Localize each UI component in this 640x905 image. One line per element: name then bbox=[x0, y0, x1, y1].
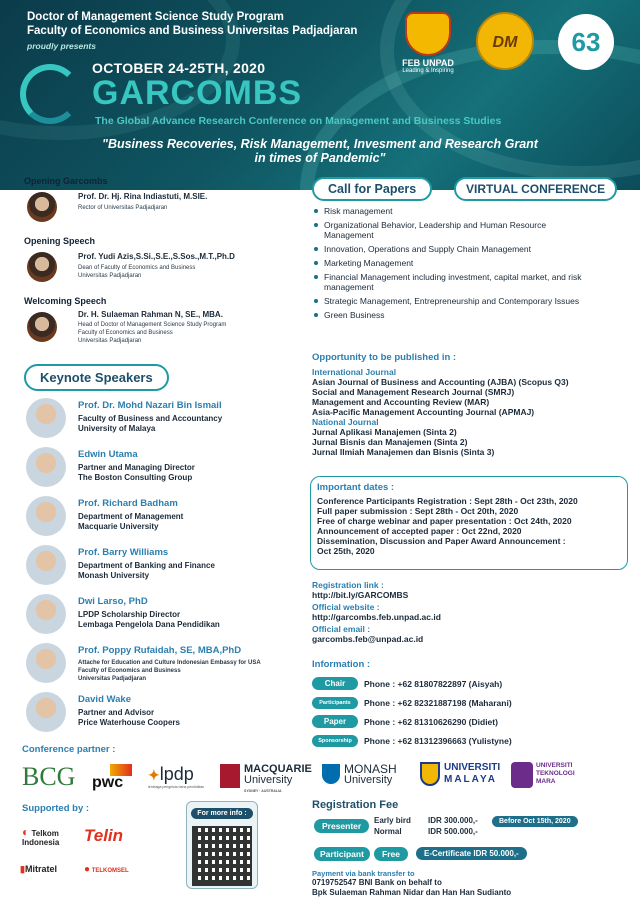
topics-list bbox=[314, 206, 584, 324]
keynote-photo bbox=[26, 447, 66, 487]
macquarie-logo: MACQUARIE University SYDNEY · AUSTRALIA bbox=[220, 764, 312, 797]
participant-tag: Participant bbox=[314, 847, 370, 861]
speech-heading: Opening Garcombs bbox=[24, 176, 108, 186]
partners-heading: Conference partner : bbox=[22, 744, 116, 755]
topic-item: Organizational Behavior, Leadership and Human Resource Management bbox=[314, 220, 584, 240]
lpdp-logo: ✦lpdp lembaga pengelola dana pendidikan bbox=[148, 764, 205, 789]
speaker-role: Head of Doctor of Management Science Study Program bbox=[78, 322, 227, 328]
uitm-logo: UNIVERSITI TEKNOLOGI MARA bbox=[511, 762, 575, 788]
journal-item: Jurnal Ilmiah Manajemen dan Bisnis (Sinta 3) bbox=[312, 447, 495, 457]
dm-logo: DM bbox=[476, 12, 534, 70]
deadline-tag: Before Oct 15th, 2020 bbox=[492, 816, 578, 827]
speaker-role: Dean of Faculty of Economics and Business bbox=[78, 265, 196, 271]
topic-item: Risk management bbox=[314, 206, 584, 216]
info-tag: Paper bbox=[312, 715, 358, 728]
garcombs-logo-icon bbox=[20, 64, 80, 124]
proudly-presents: proudly presents bbox=[27, 41, 96, 51]
publication-section: Opportunity to be published in : International Journal Asian Journal of Business and Accounting (AJBA) (Scopus Q3) Social and Management Research Journal (SMRJ) Management and Accounting Review (MAR) Asia-Pacific Management Accounting Journal (APMAJ) National Journal Jurnal Aplikasi Manajemen (Sinta 2) Jurnal Bisnis dan Manajemen (Sinta 2) Jurnal Ilmiah Manajemen dan Bisnis (Sinta 3) bbox=[312, 352, 612, 457]
date-item: Conference Participants Registration : Sept 28th - Oct 23th, 2020 bbox=[317, 496, 578, 506]
speaker-role: Rector of Universitas Padjadjaran bbox=[78, 205, 168, 211]
event-title: GARCOMBS bbox=[92, 74, 303, 112]
speaker-name: Dr. H. Sulaeman Rahman N, SE., MBA. bbox=[78, 310, 223, 319]
keynote-photo bbox=[26, 545, 66, 585]
info-phone: Phone : +62 82321887198 (Maharani) bbox=[364, 697, 512, 708]
keynote-item: Dwi Larso, PhD LPDP Scholarship Director Lembaga Pengelola Dana Pendidikan bbox=[24, 594, 304, 643]
website-link[interactable]: http://garcombs.feb.unpad.ac.id bbox=[312, 612, 441, 622]
feb-unpad-logo: FEB UNPAD Leading & Inspiring bbox=[398, 12, 458, 74]
keynote-photo bbox=[26, 594, 66, 634]
call-for-papers-heading: Call for Papers bbox=[312, 177, 432, 201]
keynote-item: Prof. Richard Badham Department of Management Macquarie University bbox=[24, 496, 304, 545]
supported-heading: Supported by : bbox=[22, 803, 90, 814]
anniversary-63-logo: 63 bbox=[558, 14, 614, 70]
keynote-photo bbox=[26, 643, 66, 683]
universiti-malaya-logo: UNIVERSITI MALAYA bbox=[420, 762, 500, 786]
keynote-item: Prof. Barry Williams Department of Banking and Finance Monash University bbox=[24, 545, 304, 594]
speaker-photo bbox=[27, 312, 57, 342]
keynote-photo bbox=[26, 692, 66, 732]
keynote-item: Prof. Dr. Mohd Nazari Bin Ismail Faculty of Business and Accountancy University of Malaya bbox=[24, 398, 304, 447]
information-section: Information : Chair Phone : +62 81807822897 (Aisyah) Participants Phone : +62 82321887198 (Maharani) Paper Phone : +62 81310626290 (Didiet) Sponsorship Phone : +62 81312396663 (Yulistyne) bbox=[312, 659, 512, 746]
registration-link[interactable]: http://bit.ly/GARCOMBS bbox=[312, 590, 409, 600]
fee-section: Registration Fee Presenter Early bird Normal IDR 300.000,- IDR 500.000,- Before Oct 15th, 2020 Participant Free E-Certificate IDR 50.000,- Payment via bank transfer to 0719752547 BNI Bank on behalf to Bpk Sulaeman Rahman Nidar dan Han Han Sudianto bbox=[312, 799, 630, 898]
keynote-item: Edwin Utama Partner and Managing Director The Boston Consulting Group bbox=[24, 447, 304, 496]
pwc-logo: pwc bbox=[92, 764, 132, 790]
journal-item: Jurnal Bisnis dan Manajemen (Sinta 2) bbox=[312, 437, 468, 447]
keynote-photo bbox=[26, 496, 66, 536]
links-section: Registration link : http://bit.ly/GARCOMBS Official website : http://garcombs.feb.unpad.ac.id Official email : garcombs.feb@unpad.ac.id bbox=[312, 580, 612, 644]
topic-item: Strategic Management, Entrepreneurship and Contemporary Issues bbox=[314, 296, 584, 306]
free-tag: Free bbox=[374, 847, 408, 861]
speech-heading: Opening Speech bbox=[24, 236, 96, 246]
keynote-item: Prof. Poppy Rufaidah, SE, MBA,PhD Attache for Education and Culture Indonesian Embassy for USA Faculty of Economics and Business Universitas Padjadjaran bbox=[24, 643, 304, 692]
info-tag: Sponsorship bbox=[312, 735, 358, 747]
keynote-photo bbox=[26, 398, 66, 438]
topic-item: Green Business bbox=[314, 310, 584, 320]
topic-item: Innovation, Operations and Supply Chain Management bbox=[314, 244, 584, 254]
date-item: Free of charge webinar and paper presentation : Oct 24th, 2020 bbox=[317, 516, 572, 526]
virtual-conference-badge: VIRTUAL CONFERENCE bbox=[454, 177, 617, 201]
keynote-heading: Keynote Speakers bbox=[24, 364, 169, 391]
event-theme: "Business Recoveries, Risk Management, Invesment and Research Grant in times of Pandemic" bbox=[102, 137, 538, 165]
bcg-logo: BCG bbox=[22, 762, 76, 791]
journal-item: Asia-Pacific Management Accounting Journal (APMAJ) bbox=[312, 407, 535, 417]
speaker-name: Prof. Dr. Hj. Rina Indiastuti, M.SIE. bbox=[78, 192, 208, 201]
journal-item: Social and Management Research Journal (SMRJ) bbox=[312, 387, 515, 397]
telkomsel-logo: ● TELKOMSEL bbox=[84, 864, 129, 875]
info-phone: Phone : +62 81807822897 (Aisyah) bbox=[364, 678, 503, 689]
important-dates-box: Important dates : Conference Participants Registration : Sept 28th - Oct 23th, 2020 Full paper submission : Sept 28th - Oct 20th, 2020 Free of charge webinar and paper presentation : Oct 24th, 2020 Announcement of accepted paper : Oct 22nd, 2020 Dissemination, Discussion and Paper Award Announcement : Oct 25th, 2020 bbox=[310, 476, 628, 570]
date-item: Oct 25th, 2020 bbox=[317, 546, 375, 556]
ecert-tag: E-Certificate IDR 50.000,- bbox=[416, 847, 527, 860]
info-tag: Participants bbox=[312, 697, 358, 709]
speaker-photo bbox=[27, 192, 57, 222]
event-date: OCTOBER 24-25TH, 2020 bbox=[92, 60, 266, 76]
date-item: Dissemination, Discussion and Paper Award Announcement : bbox=[317, 536, 566, 546]
monash-logo: MONASH University bbox=[322, 764, 397, 786]
qr-code[interactable] bbox=[192, 826, 252, 886]
unpad-shield-icon bbox=[405, 12, 451, 56]
telkom-logo: ◐ Telkom Indonesia bbox=[22, 825, 60, 847]
keynote-item: David Wake Partner and Advisor Price Waterhouse Coopers bbox=[24, 692, 304, 741]
speaker-photo bbox=[27, 252, 57, 282]
speaker-name: Prof. Yudi Azis,S.Si.,S.E.,S.Sos.,M.T.,Ph.D bbox=[78, 252, 235, 261]
mitratel-logo: ▮Mitratel bbox=[20, 864, 57, 874]
journal-item: Asian Journal of Business and Accounting (AJBA) (Scopus Q3) bbox=[312, 377, 569, 387]
more-info-box: For more info : bbox=[186, 801, 258, 889]
topic-item: Financial Management including investment, capital market, and risk management bbox=[314, 272, 584, 292]
speeches-section: Opening Garcombs Prof. Dr. Hj. Rina Indiastuti, M.SIE. Rector of Universitas Padjadjaran Opening Speech Prof. Yudi Azis,S.Si.,S.E.,S.Sos.,M.T.,Ph.D Dean of Faculty of Economics and Business Universitas Padjadjaran Welcoming Speech Dr. H. Sulaeman Rahman N, SE., MBA. Head of Doctor of Management Science Study Program Faculty of Economics and Business Universitas Padjadjaran bbox=[24, 176, 304, 352]
info-tag: Chair bbox=[312, 677, 358, 690]
email-link[interactable]: garcombs.feb@unpad.ac.id bbox=[312, 634, 424, 644]
date-item: Announcement of accepted paper : Oct 22nd, 2020 bbox=[317, 526, 522, 536]
telin-logo: Telin bbox=[84, 826, 124, 845]
event-subtitle: The Global Advance Research Conference on Management and Business Studies bbox=[95, 115, 502, 127]
presenter-tag: Presenter bbox=[314, 819, 369, 833]
info-phone: Phone : +62 81312396663 (Yulistyne) bbox=[364, 735, 512, 746]
info-phone: Phone : +62 81310626290 (Didiet) bbox=[364, 716, 498, 727]
journal-item: Jurnal Aplikasi Manajemen (Sinta 2) bbox=[312, 427, 457, 437]
date-item: Full paper submission : Sept 28th - Oct 20th, 2020 bbox=[317, 506, 519, 516]
speech-heading: Welcoming Speech bbox=[24, 296, 107, 306]
journal-item: Management and Accounting Review (MAR) bbox=[312, 397, 490, 407]
keynote-list bbox=[24, 398, 304, 741]
organizer-title: Doctor of Management Science Study Program Faculty of Economics and Business Universitas Padjadjaran bbox=[27, 11, 358, 37]
topic-item: Marketing Management bbox=[314, 258, 584, 268]
